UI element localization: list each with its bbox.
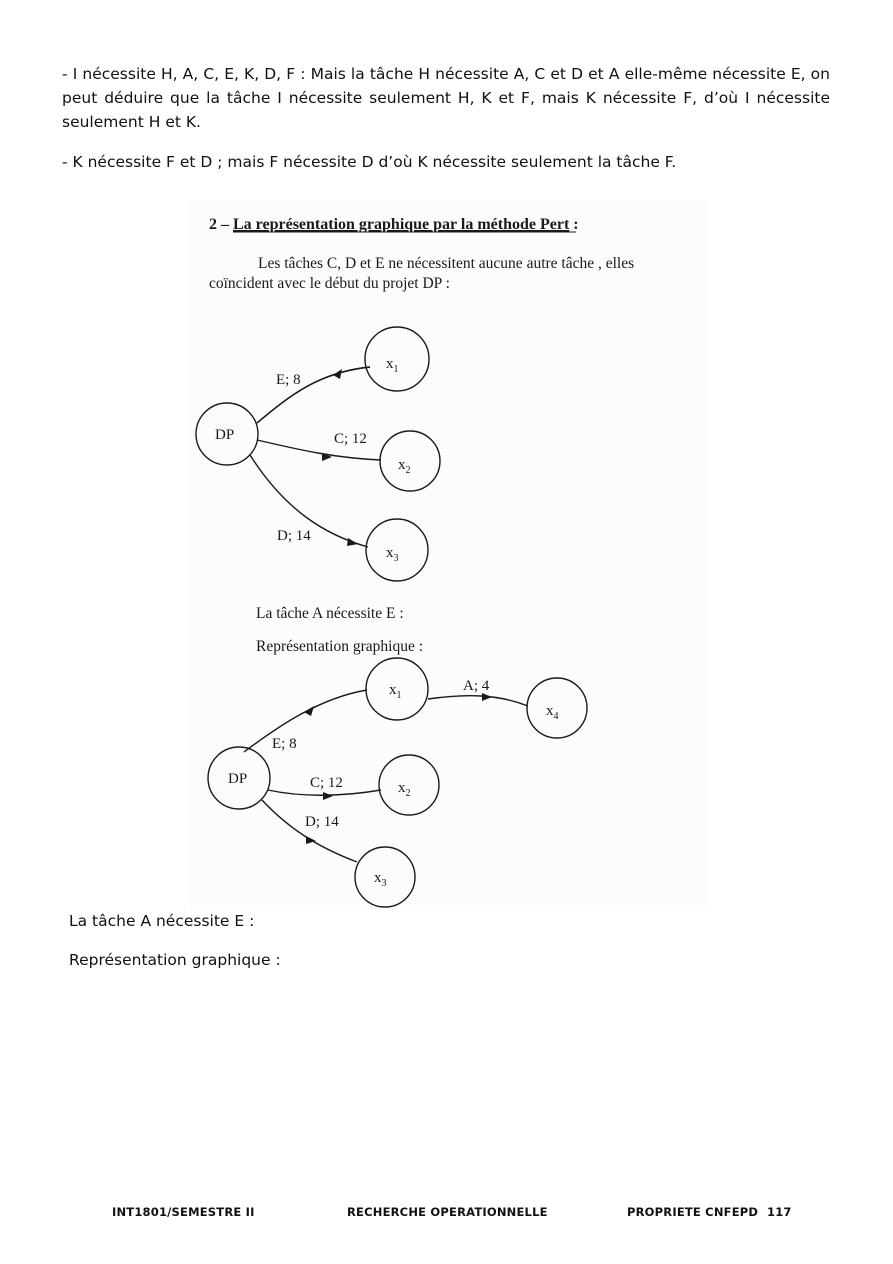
node-x1 (365, 327, 429, 391)
section-heading: 2 – La représentation graphique par la méthode Pert : (209, 216, 579, 233)
node-dp-label: DP (215, 427, 235, 443)
node-x1-label: $x_1$ (389, 682, 402, 701)
node-x2-label: $x_2$ (398, 457, 411, 476)
edge-e (244, 690, 367, 752)
node-x1 (366, 658, 428, 720)
footer-owner: PROPRIETE CNFEPD (627, 1205, 759, 1219)
edge-d-label: D; 14 (305, 814, 339, 830)
pert-diagram-1 (196, 327, 440, 581)
edge-e-label: E; 8 (276, 372, 301, 388)
node-x3-label: $x_3$ (374, 870, 387, 889)
node-x2 (379, 755, 439, 815)
node-x3 (355, 847, 415, 907)
paragraph-task-k: - K nécessite F et D ; mais F nécessite D d’où K nécessite seulement la tâche F. (62, 153, 677, 171)
footer-course: INT1801/SEMESTRE II (112, 1205, 255, 1219)
arrow-icon (347, 538, 358, 546)
page-number: 117 (767, 1205, 792, 1219)
node-x2 (380, 431, 440, 491)
node-x3 (366, 519, 428, 581)
caption-task-a: La tâche A nécessite E : (256, 605, 404, 622)
node-x3-label: $x_3$ (386, 545, 399, 564)
node-x2-label: $x_2$ (398, 780, 411, 799)
node-x4 (527, 678, 587, 738)
edge-d (262, 800, 357, 862)
node-x4-label: $x_4$ (546, 703, 559, 722)
edge-e (257, 367, 370, 423)
edge-c-label: C; 12 (334, 431, 367, 447)
edge-e-label: E; 8 (272, 736, 297, 752)
intro-line-2: coïncident avec le début du projet DP : (209, 275, 450, 292)
arrow-icon (323, 792, 333, 800)
edge-a-label: A; 4 (463, 678, 490, 694)
intro-line-1: Les tâches C, D et E ne nécessitent aucune autre tâche , elles (258, 255, 635, 272)
edge-a (428, 696, 528, 706)
footer-subject: RECHERCHE OPERATIONNELLE (347, 1205, 548, 1219)
caption-graph: Représentation graphique : (256, 638, 424, 655)
edge-d-label: D; 14 (277, 528, 311, 544)
arrow-icon (482, 693, 492, 701)
lower-caption-graph: Représentation graphique : (69, 951, 281, 969)
node-x1-label: $x_1$ (386, 356, 399, 375)
paragraph-task-i: - I nécessite H, A, C, E, K, D, F : Mais la tâche H nécessite A, C et D et A elle-même nécessite E, on peut déduire que la tâche I nécessite seulement H, K et F, mais K nécessite F, d’où I nécessite seulement H et K. (62, 65, 830, 131)
edge-c-label: C; 12 (310, 775, 343, 791)
lower-caption-task-a: La tâche A nécessite E : (69, 912, 255, 930)
node-dp-label: DP (228, 771, 248, 787)
